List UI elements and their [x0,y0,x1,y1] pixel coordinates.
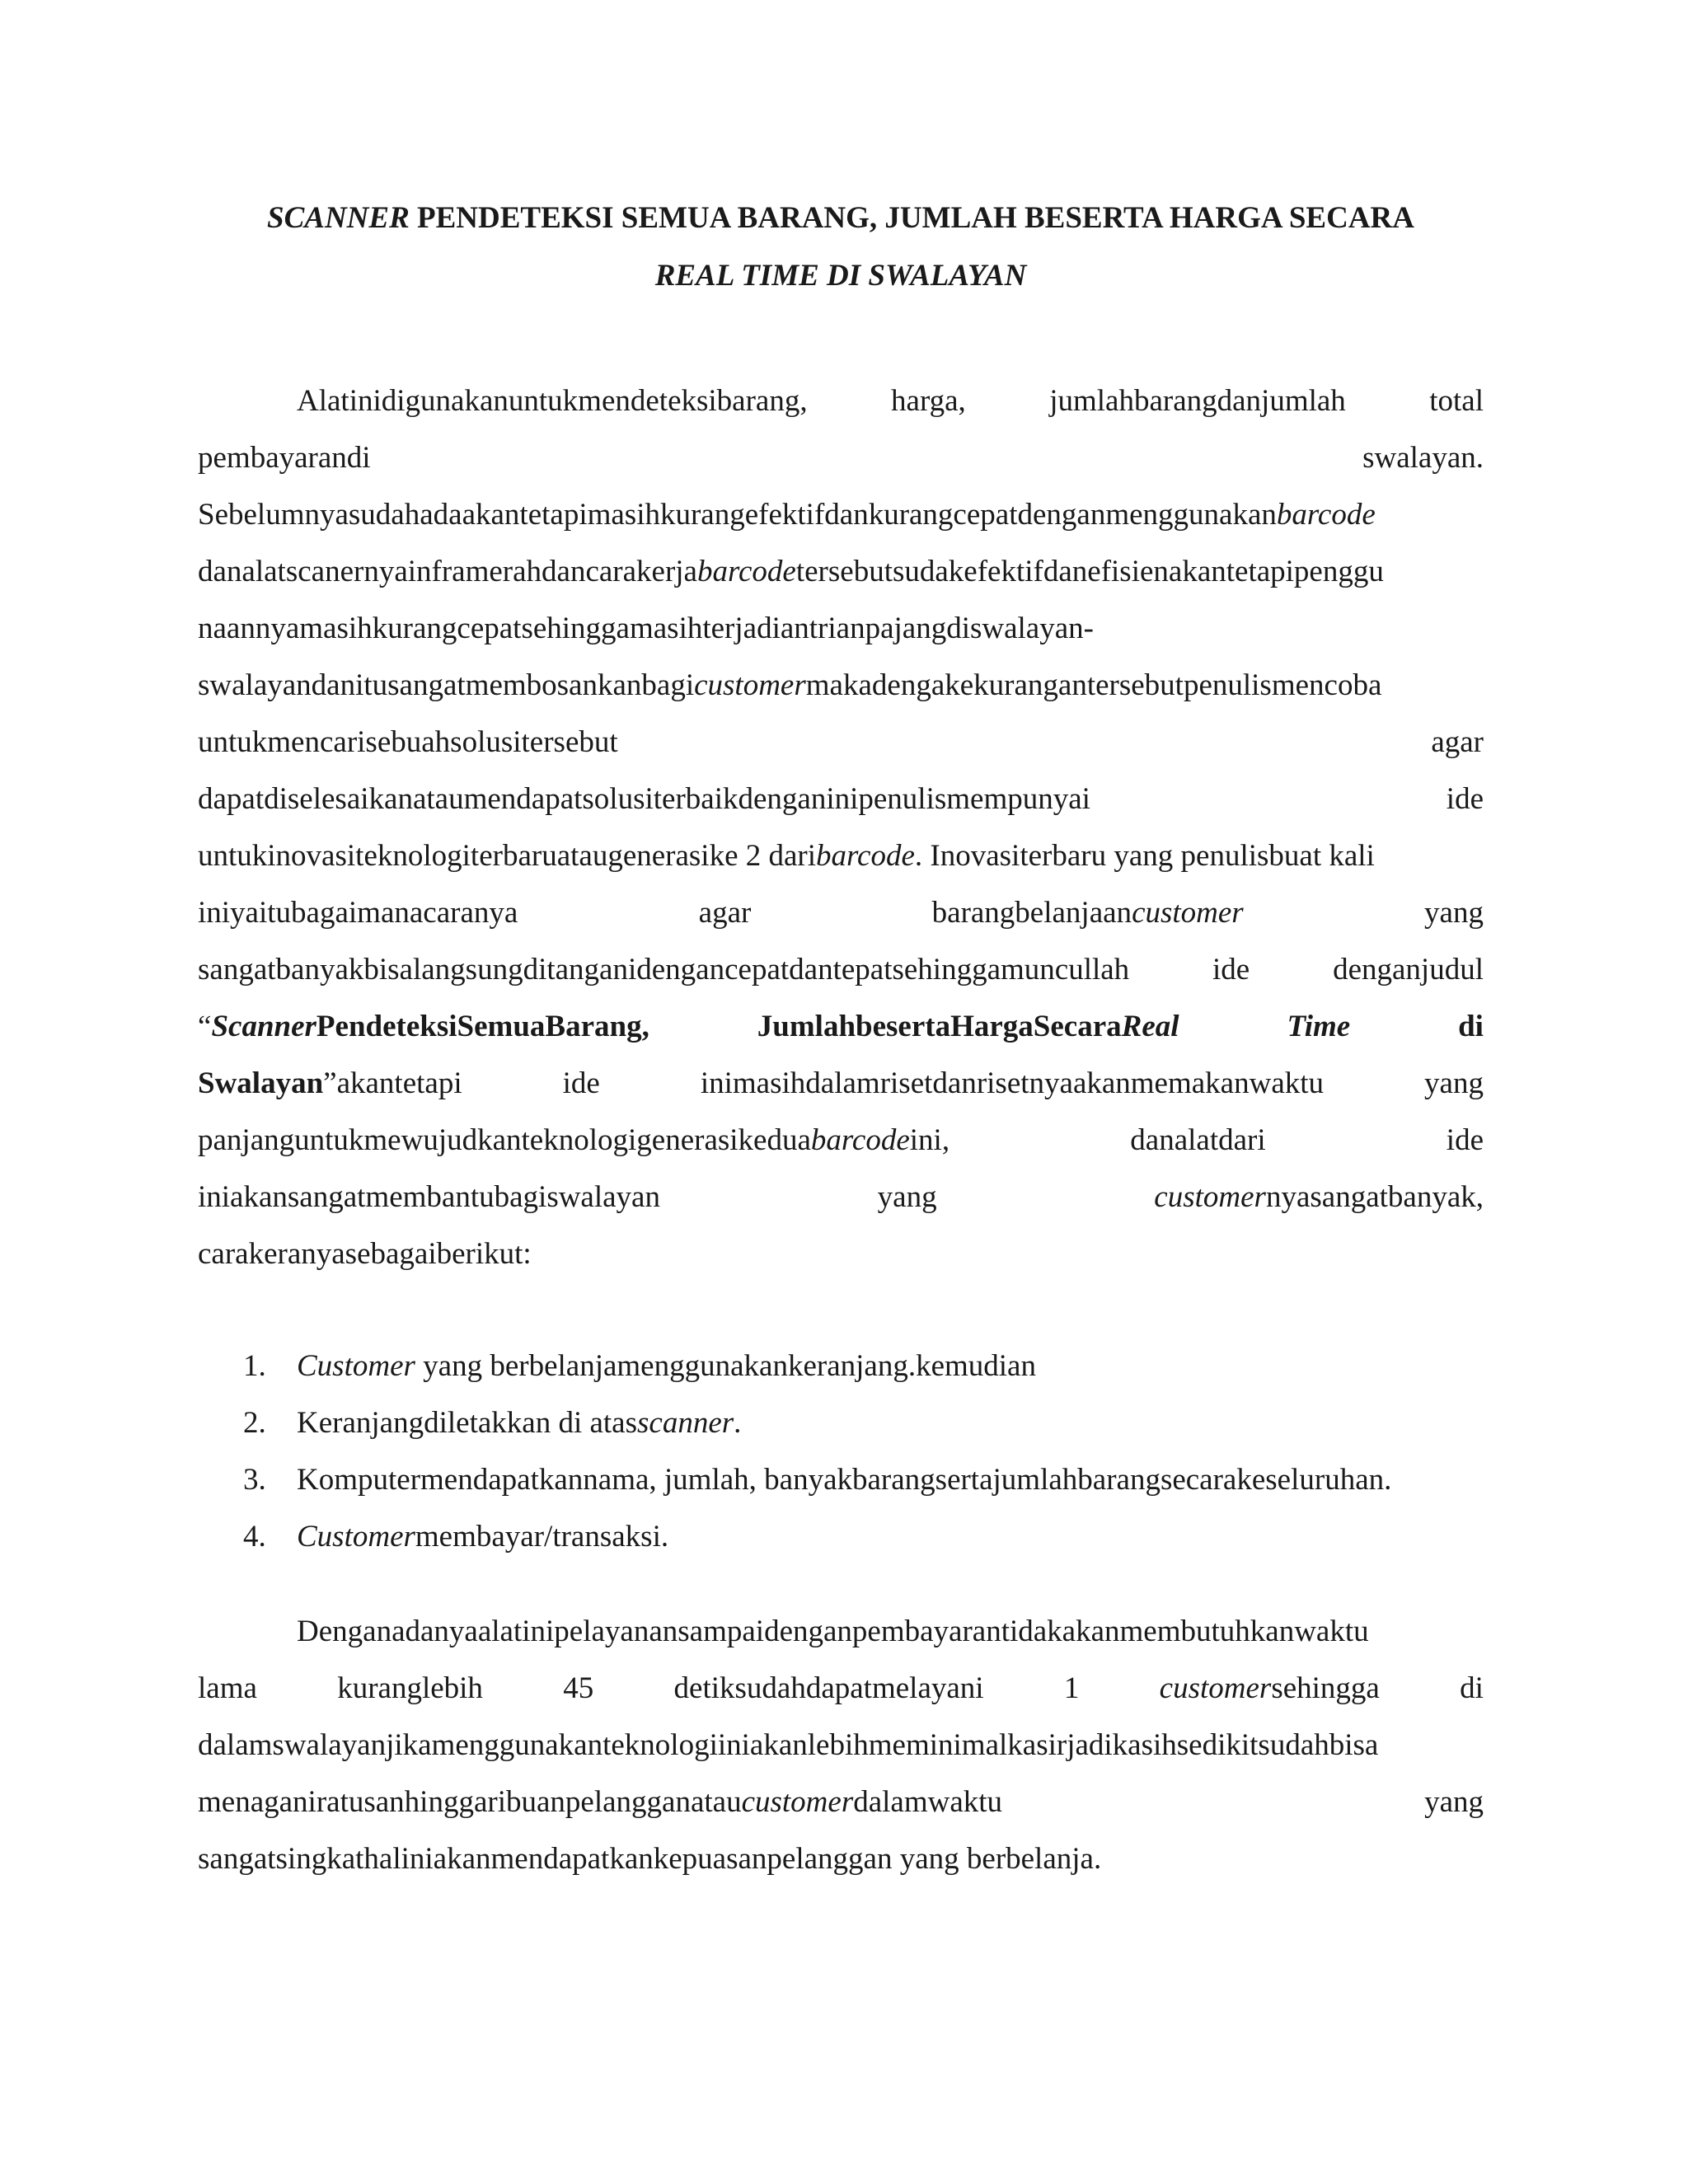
text-span: ide [562,1066,600,1100]
para1-line-1 [198,373,1484,429]
para1-line-5 [198,600,1484,657]
text-span: detiksudahdapatmelayani [673,1671,984,1705]
italic-term: customer [694,668,806,702]
paragraph-intro [198,373,1484,1282]
para1-line-8 [198,771,1484,827]
list-item [198,1338,1484,1394]
text-span: PendeteksiSemuaBarang, [316,1010,649,1043]
text-span: ini, [909,1123,950,1157]
text-span: yang [877,1180,937,1214]
text-group [932,884,1244,941]
text-span: pembayarandi [198,441,371,475]
para1-line-7 [198,714,1484,771]
italic-term: barcode [1276,498,1376,532]
text-span: nyasangatbanyak, [1265,1180,1484,1214]
italic-term: barcode [696,555,796,588]
text-span: agar [1431,725,1484,759]
text-span: iniakansangatmembantubagiswalayan [198,1180,660,1214]
para1-line-15 [198,1169,1484,1226]
text-span: 1 [1063,1671,1080,1705]
text-group [198,1055,462,1112]
para1-line-14 [198,1112,1484,1169]
text-span: dalamswalayanjikamenggunakanteknologiiniakanlebihmeminimalkasirjadikasihsedikitsudahbisa [198,1728,1379,1762]
text-span: sangatbanyakbisalangsungditanganidengancepatdantepatsehinggamuncullah [198,953,1130,987]
text-span: untukinovasiteknologiterbaruataugenerasike 2 dari [198,839,817,873]
para1-line-9 [198,827,1484,884]
text-span: di [1460,1671,1484,1705]
text-span: swalayandanitusangatmembosankanbagi [198,668,695,702]
text-span: dapatdiselesaikanataumendapatsolusiterbaikdenganinipenulismempunyai [198,782,1090,816]
para1-line-16 [198,1226,1484,1282]
text-span: yang berbelanjamenggunakankeranjang.kemudian [415,1349,1036,1383]
text-span: ide [1212,953,1250,987]
para1-line-13 [198,1055,1484,1112]
text-span: agar [698,896,752,930]
text-group [198,1774,1002,1830]
text-span: inimasihdalamrisetdanrisetnyaakanmemakanwaktu [700,1066,1325,1100]
document-title-line-2 [198,243,1484,309]
text-span: ide [1446,1123,1484,1157]
paragraph-conclusion [198,1603,1484,1887]
text-span: sangatsingkathaliniakanmendapatkankepuasanpelanggan yang berbelanja. [198,1842,1102,1876]
title-line-2-text: REAL TIME DI SWALAYAN [654,259,1027,293]
text-span: danalatscanernyainframerahdancarakerja [198,555,697,588]
text-span: lama [198,1671,257,1705]
text-span: Komputermendapatkannama, jumlah, banyakbarangsertajumlahbarangsecarakeseluruhan. [297,1463,1392,1497]
text-span: yang [1424,896,1484,930]
text-span: Alatinidigunakanuntukmendeteksibarang, [297,384,808,418]
text-span: menaganiratusanhinggaribuanpelangganatau [198,1785,742,1819]
text-span: barangbelanjaan [931,896,1132,930]
text-span: swalayan. [1362,441,1484,475]
para1-line-11 [198,941,1484,998]
para2-line-1 [198,1603,1484,1660]
italic-term: customer [1159,1671,1272,1705]
para1-line-2 [198,429,1484,486]
para1-line-6 [198,657,1484,714]
text-group [1160,1660,1380,1717]
italic-term: Customer [297,1349,415,1383]
text-span: carakeranyasebagaiberikut: [198,1237,532,1271]
text-span: “ [198,1010,212,1043]
para1-line-10 [198,884,1484,941]
title-italic-word: SCANNER [267,201,410,235]
text-span: . [734,1406,742,1440]
text-span: Sebelumnyasudahadaakantetapimasihkurangefektifdankurangcepatdenganmenggunakan [198,498,1277,532]
italic-term: Real [1121,1010,1179,1043]
para2-line-3 [198,1717,1484,1774]
list-number: 2. [243,1406,266,1440]
text-span: JumlahbesertaHargaSecara [757,1010,1122,1043]
steps-list [198,1338,1484,1565]
text-span: sehingga [1271,1671,1380,1705]
italic-term: customer [1132,896,1244,930]
list-number: 4. [243,1520,266,1554]
text-span: ”akantetapi [323,1066,462,1100]
text-span: dalamwaktu [853,1785,1003,1819]
list-number: 1. [243,1349,266,1383]
text-span: jumlahbarangdanjumlah [1049,384,1346,418]
document-title-line-1 [198,185,1484,251]
para2-line-5 [198,1830,1484,1887]
italic-term: scanner [637,1406,734,1440]
text-span: di [1458,1010,1484,1043]
text-span: iniyaitubagaimanacaranya [198,896,518,930]
text-span: Keranjangdiletakkan di atas [297,1406,637,1440]
italic-term: Time [1287,1010,1351,1043]
para1-line-3 [198,486,1484,543]
text-span: ide [1446,782,1484,816]
text-span: danalatdari [1130,1123,1266,1157]
italic-term: Scanner [211,1010,316,1043]
italic-term: Customer [297,1520,415,1554]
text-span: yang [1424,1785,1484,1819]
text-group [1154,1169,1484,1226]
text-group [757,998,1179,1055]
list-item [198,1451,1484,1508]
text-span: panjanguntukmewujudkanteknologigenerasikedua [198,1123,811,1157]
bold-term: Swalayan [198,1066,324,1100]
text-span: tersebutsudakefektifdanefisienakantetapipenggu [795,555,1384,588]
para1-line-12 [198,998,1484,1055]
text-span: denganjudul [1333,953,1484,987]
text-span: membayar/transaksi. [415,1520,669,1554]
para2-line-4 [198,1774,1484,1830]
text-span: yang [1424,1066,1484,1100]
text-span: Denganadanyaalatinipelayanansampaidenganpembayarantidakakanmembutuhkanwaktu [297,1615,1369,1648]
text-span: total [1429,384,1484,418]
para2-line-2 [198,1660,1484,1717]
para1-line-4 [198,543,1484,600]
list-number: 3. [243,1463,266,1497]
title-line-1-text: PENDETEKSI SEMUA BARANG, JUMLAH BESERTA HARGA SECARA [409,201,1414,235]
text-span: 45 [563,1671,594,1705]
list-item [198,1508,1484,1565]
text-group [198,1112,950,1169]
text-span: makadengakekurangantersebutpenulismencoba [805,668,1382,702]
text-group [198,998,649,1055]
text-span: untukmencarisebuahsolusitersebut [198,725,618,759]
text-span: naannyamasihkurangcepatsehinggamasihterjadiantrianpajangdiswalayan- [198,612,1094,645]
list-item [198,1394,1484,1451]
italic-term: barcode [810,1123,910,1157]
text-span: . Inovasiterbaru yang penulisbuat kali [914,839,1375,873]
text-span: harga, [891,384,966,418]
italic-term: customer [1154,1180,1266,1214]
italic-term: barcode [816,839,915,873]
italic-term: customer [741,1785,854,1819]
text-span: kuranglebih [337,1671,483,1705]
